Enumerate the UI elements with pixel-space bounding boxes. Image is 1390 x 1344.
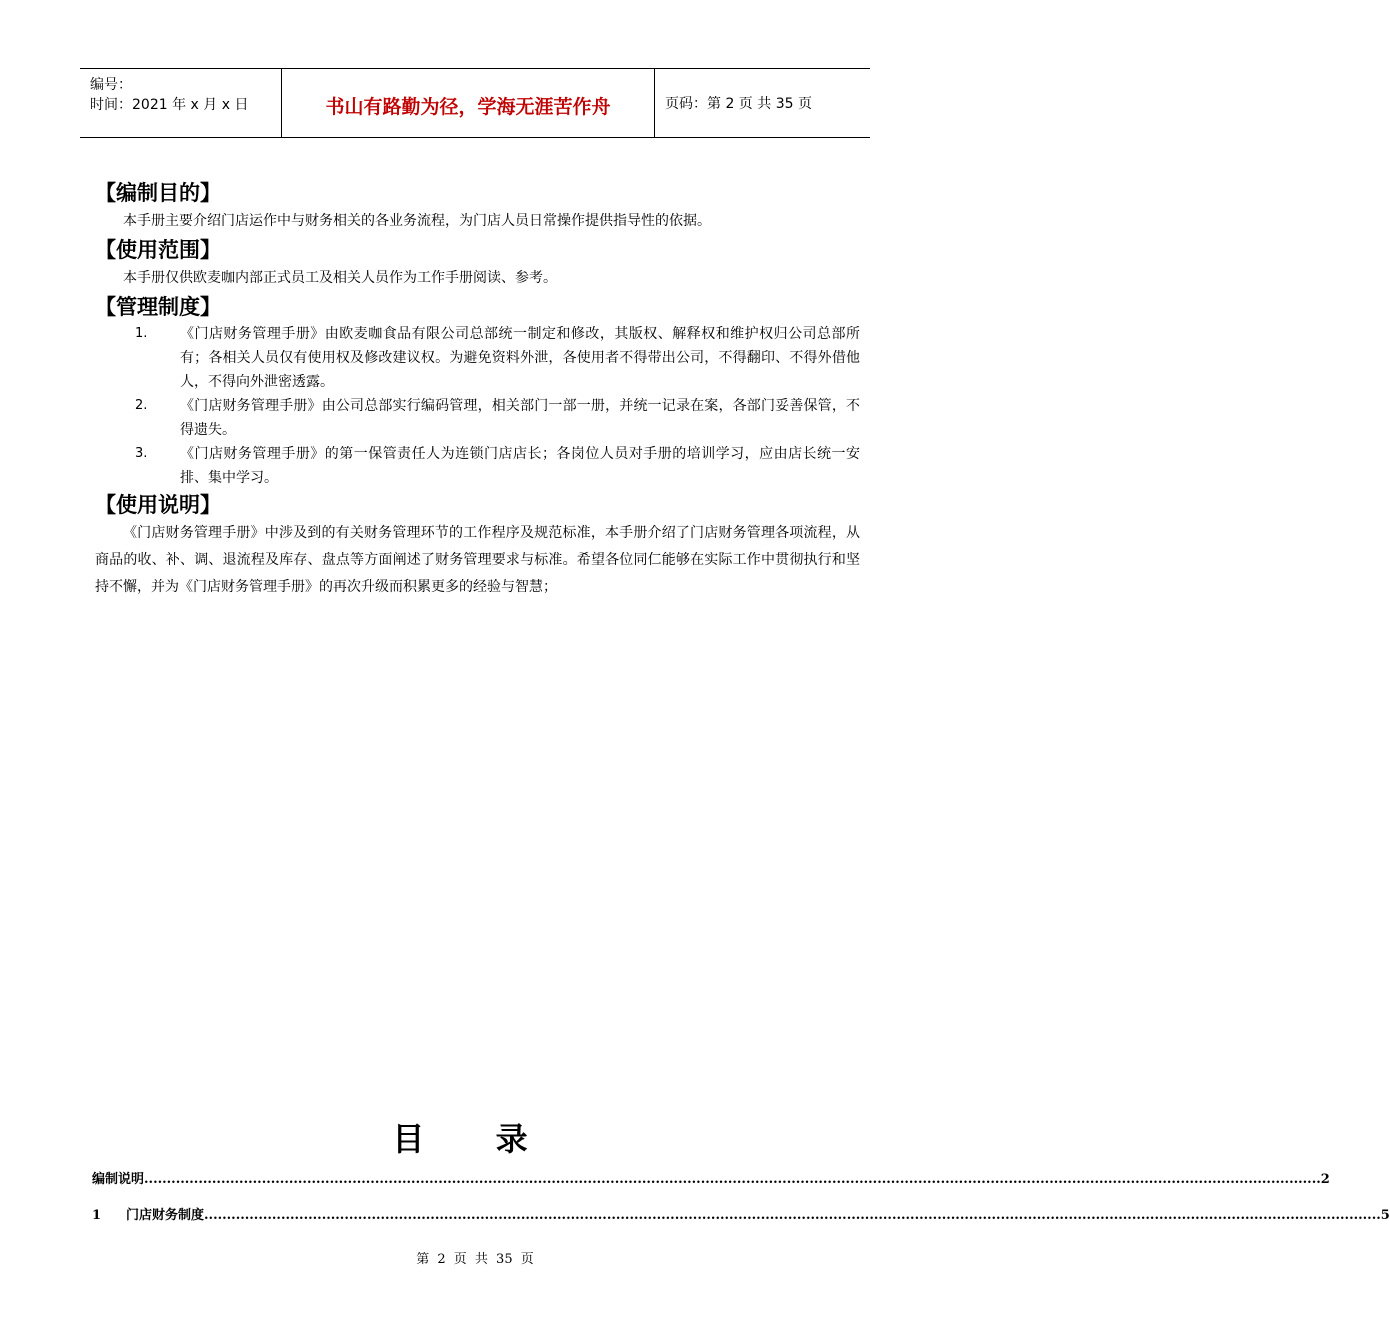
toc-entry-number: 1 <box>92 1208 102 1223</box>
page-header <box>80 68 870 138</box>
toc-leader: .................................................................................................................................................................................................................................................................... <box>144 1172 1321 1187</box>
document-body <box>95 178 860 601</box>
purpose-heading: 【编制目的】 <box>95 181 221 205</box>
toc-entry-label: 门店财务制度 <box>126 1208 205 1223</box>
purpose-text: 本手册主要介绍门店运作中与财务相关的各业务流程，为门店人员日常操作提供指导性的依据。 <box>123 213 711 229</box>
scope-text: 本手册仅供欧麦咖内部正式员工及相关人员作为工作手册阅读、参考。 <box>123 270 557 286</box>
management-heading: 【管理制度】 <box>95 295 221 319</box>
toc-entry-label: 编制说明 <box>92 1172 145 1187</box>
list-item <box>95 394 860 442</box>
list-item-number: 1. <box>135 326 148 341</box>
management-list <box>95 322 860 490</box>
list-item-text: 《门店财务管理手册》的第一保管责任人为连锁门店店长；各岗位人员对手册的培训学习，应由店长统一安排、集中学习。 <box>180 446 860 486</box>
toc-entry[interactable] <box>92 1204 1390 1223</box>
page-footer: 第 2 页 共 35 页 <box>416 1252 534 1267</box>
usage-text: 《门店财务管理手册》中涉及到的有关财务管理环节的工作程序及规范标准，本手册介绍了门店财务管理各项流程，从商品的收、补、调、退流程及库存、盘点等方面阐述了财务管理要求与标准。希望各位同仁能够在实际工作中贯彻执行和坚持不懈，并为《门店财务管理手册》的再次升级而积累更多的经验与智慧； <box>95 525 860 595</box>
header-motto: 书山有路勤为径，学海无涯苦作舟 <box>281 69 655 137</box>
toc-entry-page: 2 <box>1320 1172 1330 1187</box>
scope-heading: 【使用范围】 <box>95 238 221 262</box>
list-item-number: 2. <box>135 398 148 413</box>
list-item <box>95 322 860 394</box>
list-item-number: 3. <box>135 446 148 461</box>
header-page-info: 页码：第 2 页 共 35 页 <box>665 96 812 112</box>
usage-heading: 【使用说明】 <box>95 493 221 517</box>
list-item <box>95 442 860 490</box>
list-item-text: 《门店财务管理手册》由欧麦咖食品有限公司总部统一制定和修改，其版权、解释权和维护权归公司总部所有；各相关人员仅有使用权及修改建议权。为避免资料外泄，各使用者不得带出公司，不得翻印、不得外借他人，不得向外泄密透露。 <box>180 326 860 390</box>
header-meta <box>80 69 281 137</box>
toc-entry-page: 5 <box>1380 1208 1390 1223</box>
toc-leader: .................................................................................................................................................................................................................................................................... <box>204 1208 1381 1223</box>
toc-title: 目 录 <box>392 1120 558 1158</box>
list-item-text: 《门店财务管理手册》由公司总部实行编码管理，相关部门一部一册，并统一记录在案，各部门妥善保管，不得遗失。 <box>180 398 860 438</box>
header-time-label: 时间：2021 年 x 月 x 日 <box>90 97 249 113</box>
header-number-label: 编号： <box>90 77 132 93</box>
toc-entry[interactable] <box>92 1168 1330 1187</box>
